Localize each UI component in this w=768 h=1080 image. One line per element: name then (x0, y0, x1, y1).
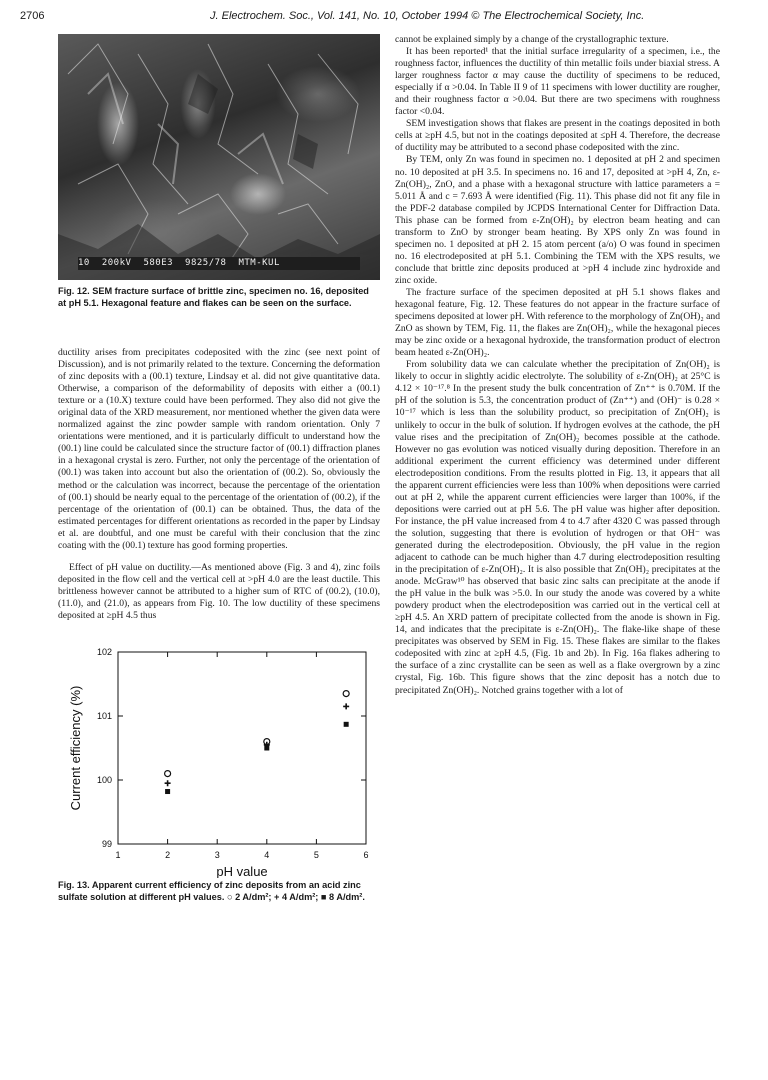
x-tick-label: 3 (214, 850, 220, 861)
journal-citation: J. Electrochem. Soc., Vol. 141, No. 10, October 1994 © The Electrochemical Society, Inc. (210, 10, 645, 22)
figure-13-caption: Fig. 13. Apparent current efficiency of zinc deposits from an acid zinc sulfate solution at different pH values. ○ 2 A/dm²; + 4 A/dm²; ■ 8 A/dm². (58, 880, 365, 902)
figure-12-caption: Fig. 12. SEM fracture surface of brittle zinc, specimen no. 16, deposited at pH 5.1. Hexagonal feature and flakes can be seen on the surface. (58, 286, 369, 308)
sem-fracture-texture (58, 34, 380, 280)
y-tick-label: 101 (96, 711, 112, 722)
point-4-a-dm2 (165, 780, 171, 786)
figure-12-sem-image (58, 34, 380, 280)
y-axis-label: Current efficiency (%) (68, 685, 83, 811)
right-paragraph-6: From solubility data we can calculate whether the precipitation of Zn(OH)₂ is likely to occur in slightly acidic electrolyte. The solubility of ε-Zn(OH)₂ at 25°C is 4.12 × 10⁻¹⁷.⁸ In the present study the bulk concentration of Zn⁺⁺ is 0.70M. If the pH of the solution is 5.3, the concentration product of (Zn⁺⁺) and (OH)⁻ is 0.28 × 10⁻¹⁷ which is less than the solubility product, so precipitation of Zn(OH)₂ is unlikely to occur in the bulk of solution. If hydrogen evolves at the cathode, the pH value rises and the precipitation of Zn(OH)₂ becomes possible at the cathode. However no gas evolution was noticed visually during deposition. Therefore in an additional experiment the current efficiency was determined under different electrodeposition conditions. From the results plotted in Fig. 13, it appears that all the apparent current efficiencies were less than 100% when depositions were carried out at pH 2, while the apparent current efficiencies were larger than 100%, if the depositions were carried out at pH 5.6. The pH value was higher after deposition. For instance, the pH value increased from 4 to 4.7 after 4320 C was passed through the solution, suggesting that there is evolution of hydrogen or that OH⁻ was generated during the electrodeposition. Obviously, the pH value in the region adjacent to cathode can be much higher than 4.7 during electrodeposition resulting in the precipitation of ε-Zn(OH)₂. It is also possible that Zn(OH)₂ precipitates at the anode. McGraw¹⁰ has observed that basic zinc salts can precipitate at the anode if the pH value in the bulk was >5.0. In our study the anode was covered by a white powdery product when the electrodeposition was carried out in the vertical cell at ≥pH 4.5. An XRD pattern of precipitate collected from the anode is shown in Fig. 14, and indicates that the precipitate is ε-Zn(OH)₂. The flake-like shape of these precipitates was observed by SEM in Fig. 15. These flakes are similar to the flakes codeposited with zinc at ≥pH 4.5, (Fig. 1b and 2b). In Fig. 16a flakes adhering to the surface of a zinc crystallite can be seen as well as a flake overgrown by a zinc crystal, Fig. 16b. This figure shows that the zinc deposit has a notch due to precipitated Zn(OH)₂. Notched grains together with a lot of (395, 359, 720, 696)
left-paragraph-1: ductility arises from precipitates codeposited with the zinc (see next point of Discussion), and is not primarily related to the texture. Concerning the deformation of zinc deposits with a (00.1) texture, Lindsay et al. did not give quantitative data. Otherwise, a comparison of the deformability of deposits with either a (00.1) texture or a (10.X) texture could have been performed. They also did not give the original data of the XRD measurement, nor mentioned whether the given data were normalized against the zinc powder sample with random orientation. Only 7 orientations were mentioned, and it is particularly difficult to understand how the (00.1) line could be calculated since the structure factor of (00.1) diffraction planes in a hexagonal crystal is zero. Further, not only the percentage of the orientation of (00.1) was taken into account but also the orientation of (00.2). So, obviously the method or the calculation was incorrect, because the percentage of the orientation of (00.1) should be nearly equal to the percentage of the orientation of (00.2), if the percentage of the orientation of (00.1) can be obtained. Thus, the data of the estimated percentages for different orientations as recorded in the paper by Lindsay et al. are doubtful, and one must be careful with their conclusion that the zinc coating with the (00.1) texture has good forming properties. (58, 347, 380, 551)
right-column (395, 34, 720, 697)
sem-voltage-label: 200kV (101, 258, 132, 268)
point-4-a-dm2 (343, 703, 349, 709)
point-8-a-dm2 (264, 746, 269, 751)
page-number: 2706 (20, 10, 45, 22)
point-8-a-dm2 (165, 789, 170, 794)
right-paragraph-5: The fracture surface of the specimen deposited at pH 5.1 shows flakes and hexagonal feature, Fig. 12. These features do not appear in the fracture surface of specimens deposited at lower pH. With reference to the morphology of Zn(OH)₂ and ZnO as shown by TEM, Fig. 11, the flakes are Zn(OH)₂, while the hexagonal pieces may be zinc oxide or a hexagonal hydroxide, the transformation product of electron beam heated ε-Zn(OH)₂. (395, 286, 720, 359)
y-tick-label: 99 (101, 839, 112, 850)
page-header (20, 10, 748, 28)
x-tick-label: 5 (313, 850, 319, 861)
figure-13-chart (58, 638, 380, 878)
sem-scale-label: 10 (78, 258, 90, 268)
sem-magnification-label: 580E3 (143, 258, 174, 268)
point-8-a-dm2 (344, 722, 349, 727)
sem-lab-label: MTM-KUL (238, 258, 280, 268)
y-tick-label: 100 (96, 775, 112, 786)
x-tick-label: 4 (264, 850, 270, 861)
plot-frame (118, 652, 366, 844)
right-paragraph-4: By TEM, only Zn was found in specimen no. 1 deposited at pH 2 and specimen no. 10 deposited at pH 3.5. In specimens no. 16 and 17, deposited at >pH 4, Zn, ε-Zn(OH)₂, ZnO, and a phase with a hexagonal structure with lattice parameters a = 5.011 Å and c = 7.693 Å were identified (Fig. 11). This phase did not fit any file in the PDF-2 database compiled by JCPDS International Center for Diffraction Data. This phase can be formed from ε-Zn(OH)₂ by electron beam heating and can transform to ZnO by stronger beam heating. By XPS only Zn was found in specimen no. 1 deposited at pH 2. 15 atom percent (a/o) O was found in specimen no. 16 electrodeposited at pH 5.1. Combining the TEM with the XPS results, we conclude that brittle zinc deposits produced at >pH 4 include zinc hydroxide and zinc oxide. (395, 154, 720, 286)
point-2-a-dm2 (343, 691, 349, 697)
point-2-a-dm2 (165, 771, 171, 777)
x-tick-label: 6 (363, 850, 369, 861)
x-tick-label: 1 (115, 850, 121, 861)
right-paragraph-2: It has been reported¹ that the initial surface irregularity of a specimen, i.e., the roughness factor, influences the ductility of thin metallic foils under biaxial stress. A larger roughness factor α may cause the ductility of specimens to be reduced, especially if α >0.04. In Table II 9 of 11 specimens with lower ductility are rougher, and their roughness factor α >0.04. But there are two specimens with roughness factor <0.04. (395, 46, 720, 118)
sem-info-bar (78, 257, 360, 270)
sem-image-number: 9825/78 (185, 258, 227, 268)
right-paragraph-3: SEM investigation shows that flakes are present in the coatings deposited in both cells at ≥pH 4.5, but not in the coatings deposited at ≤pH 4. Therefore, the decrease of ductility may be attributed to a second phase codeposited with the zinc. (395, 118, 720, 154)
x-tick-label: 2 (165, 850, 171, 861)
left-column (58, 34, 380, 903)
y-tick-label: 102 (96, 647, 112, 658)
left-paragraph-2: Effect of pH value on ductility.—As mentioned above (Fig. 3 and 4), zinc foils deposited in the flow cell and the vertical cell at >pH 4.0 are the least ductile. This brittleness however cannot be attributed to a higher sum of RTC of (00.2), (10.0), (11.0), and (21.0), as appears from Fig. 10. The low ductility of these specimens deposited at ≥pH 4.5 thus (58, 561, 380, 621)
current-efficiency-plot (58, 638, 380, 878)
right-paragraph-1: cannot be explained simply by a change of the crystallographic texture. (395, 34, 669, 45)
x-axis-label: pH value (216, 864, 268, 879)
